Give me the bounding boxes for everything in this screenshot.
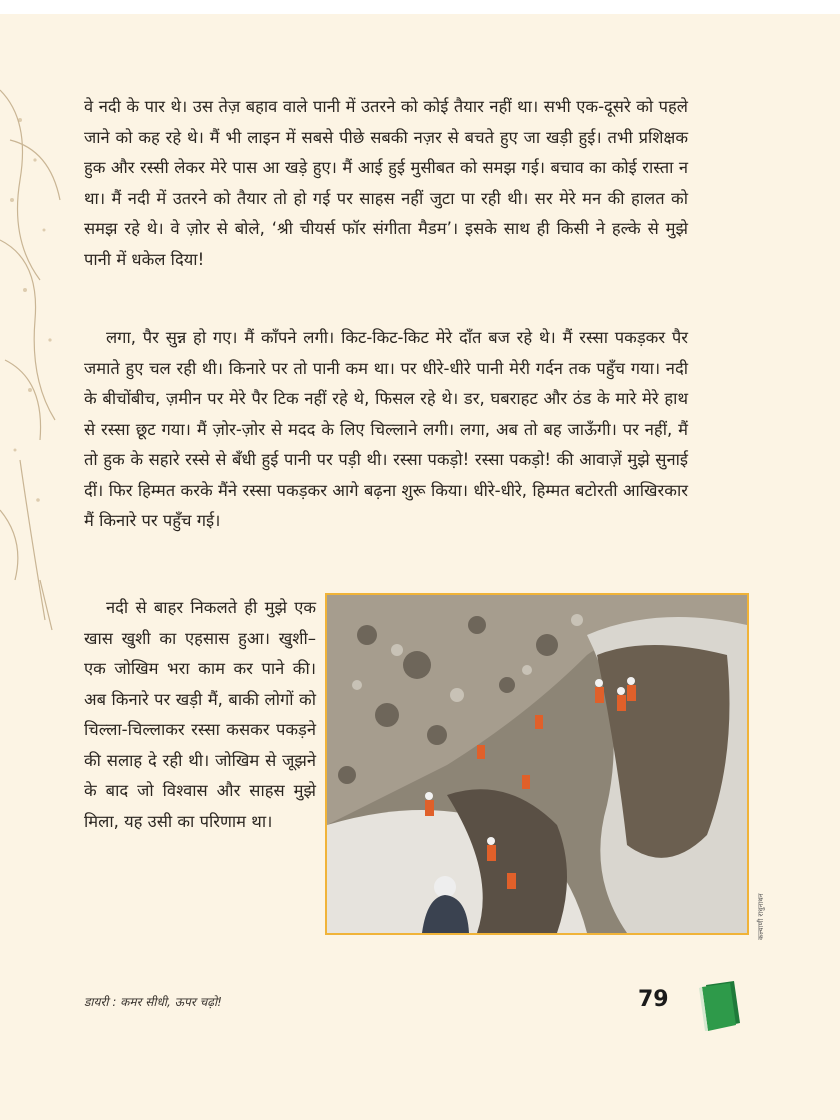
book-icon [688,975,748,1035]
glacier-climbing-photo [325,593,749,935]
top-margin [0,0,840,14]
photo-credit: कल्याणी राधुनाथन [757,893,765,940]
paragraph-2-text: लगा, पैर सुन्न हो गए। मैं काँपने लगी। किट-किट-किट मेरे दाँत बज रहे थे। मैं रस्सा पकड़कर पैर जमाते हुए चल रही थी। किनारे पर तो पानी कम था। पर धीरे-धीरे पानी मेरी गर्दन तक पहुँच गया। नदी के बीचोंबीच, ज़मीन पर मेरे पैर टिक नहीं रहे थे, फिसल रहे थे। डर, घबराहट और ठंड के मारे मेरे हाथ से रस्सा छूट गया। मैं ज़ोर-ज़ोर से मदद के लिए चिल्लाने लगी। लगा, अब तो बह जाऊँगी। पर नहीं, मैं तो हुक के सहारे रस्से से बँधी हुई पानी पर पड़ी थी। रस्सा पकड़ो! रस्सा पकड़ो! की आवाज़ें मुझे सुनाई दीं। फिर हिम्मत करके मैंने रस्सा पकड़कर आगे बढ़ना शुरू किया। धीरे-धीरे, हिम्मत बटोरती आखिरकार मैं किनारे पर पहुँच गई। [84,328,688,530]
paragraph-2 [84,323,688,537]
paragraph-1 [84,92,688,275]
decorative-twig-illustration [0,60,90,660]
paragraph-1-text: वे नदी के पार थे। उस तेज़ बहाव वाले पानी में उतरने को कोई तैयार नहीं था। सभी एक-दूसरे को पहले जाने को कह रहे थे। मैं भी लाइन में सबसे पीछे सबकी नज़र से बचते हुए जा खड़ी हुई। तभी प्रशिक्षक हुक और रस्सी लेकर मेरे पास आ खड़े हुए। मैं आई हुई मुसीबत को समझ गई। बचाव का कोई रास्ता न था। मैं नदी में उतरने को तैयार तो हो गई पर साहस नहीं जुटा पा रही थी। सर मेरे मन की हालत को समझ रहे थे। वे ज़ोर से बोले, ‘श्री चीयर्स फॉर संगीता मैडम’। इसके साथ ही किसी ने हल्के से मुझे पानी में धकेल दिया! [84,97,688,269]
paragraph-3-text: नदी से बाहर निकलते ही मुझे एक खास खुशी का एहसास हुआ। खुशी–एक जोखिम भरा काम कर पाने की। अब किनारे पर खड़ी मैं, बाकी लोगों को चिल्ला-चिल्लाकर रस्सा कसकर पकड़ने की सलाह दे रही थी। जोखिम से जूझने के बाद जो विश्वास और साहस मुझे मिला, यह उसी का परिणाम था। [84,598,316,831]
paragraph-3 [84,593,316,837]
page-number: 79 [638,987,669,1012]
chapter-title-footer: डायरी : कमर सीधी, ऊपर चढ़ो! [84,995,222,1009]
